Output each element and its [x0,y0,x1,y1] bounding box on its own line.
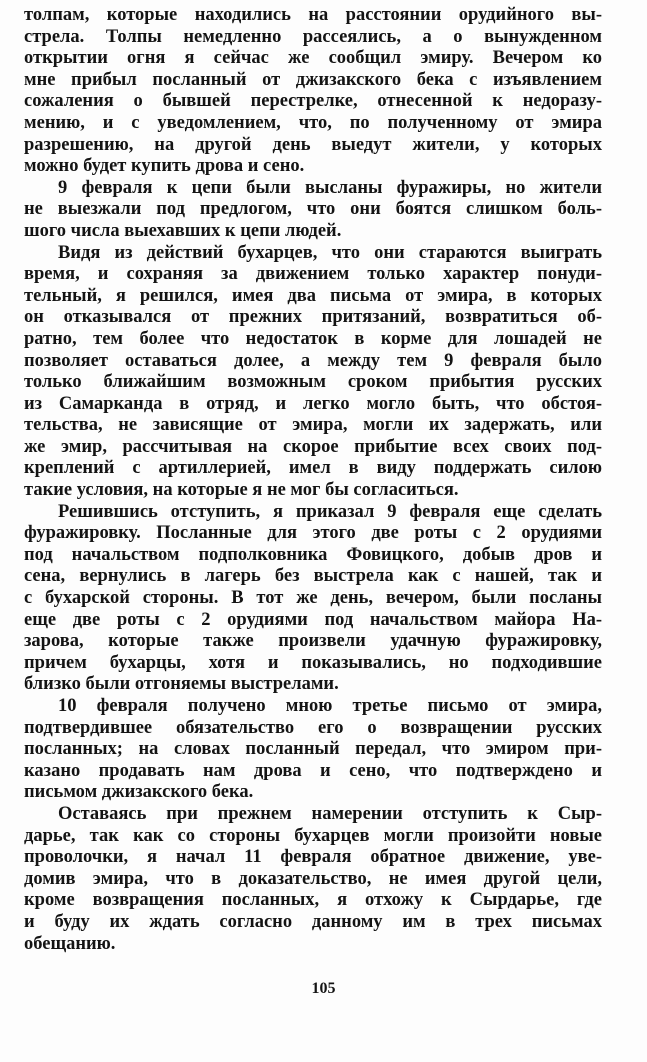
text-line: можно будет купить дрова и сено. [24,156,305,177]
text-line: креплений с артиллерией, имел в виду поддержать силою [24,458,602,479]
text-line: мению, и с уведомлением, что, по полученному от эмира [24,112,602,133]
paragraph-first-line: Оставаясь при прежнем намерении отступить к Сыр- [58,803,602,824]
text-line: тельства, не зависящие от эмира, могли их задержать, или [24,415,602,436]
text-line: кроме возвращения посланных, я отхожу к Сырдарье, где [24,890,602,911]
text-line: дарье, так как со стороны бухарцев могли произойти новые [24,825,602,846]
text-line: под начальством подполковника Фовицкого, добыв дров и [24,544,602,565]
text-line: же эмир, рассчитывая на скорое прибытие всех своих под- [24,436,602,457]
text-line: близко были отгоняемы выстрелами. [24,674,339,695]
text-line: еще две роты с 2 орудиями под начальством майора На- [24,609,602,630]
text-line: стрела. Толпы немедленно рассеялись, а о вынужденном [24,26,602,47]
text-line: казано продавать нам дрова и сено, что подтверждено и [24,760,602,781]
text-line: мне прибыл посланный от джизакского бека с изъявлением [24,69,602,90]
paragraph-first-line: 10 февраля получено мною третье письмо от эмира, [58,696,602,716]
text-line: домив эмира, что в доказательство, не имея другой цели, [24,868,602,889]
paragraph-first-line: Решившись отступить, я приказал 9 февраля еще сделать [58,501,602,522]
text-line: сена, вернулись в лагерь без выстрела как с нашей, так и [24,566,602,587]
text-line: время, и сохраняя за движением только характер понуди- [24,264,602,285]
text-line: посланных; на словах посланный передал, что эмиром при- [24,739,602,760]
text-line: письмом джизакского бека. [24,782,254,803]
text-line: разрешению, на другой день выедут жители, у которых [24,134,602,155]
text-line: с бухарской стороны. В тот же день, вечером, были посланы [24,588,602,609]
text-line: не выезжали под предлогом, что они боятся слишком боль- [24,199,602,220]
text-line: толпам, которые находились на расстоянии орудийного вы- [24,5,602,25]
paragraph-first-line: 9 февраля к цепи были высланы фуражиры, но жители [58,177,602,198]
page-number: 105 [311,980,336,997]
text-line: и буду их ждать согласно данному им в трех письмах [24,911,602,932]
text-line: такие условия, на которые я не мог бы согласиться. [24,480,459,501]
text-line: зарова, которые также произвели удачную фуражировку, [24,631,602,652]
text-line: обещанию. [24,933,116,954]
text-line: ратно, тем более что недостаток в корме для лошадей не [24,328,602,349]
text-line: проволочки, я начал 11 февраля обратное движение, уве- [24,847,602,868]
text-line: открытии огня я сейчас же сообщил эмиру. Вечером ко [24,48,602,69]
text-line: только ближайшим возможным сроком прибытия русских [24,372,602,393]
text-line: он отказывался от прежних притязаний, возвратиться об- [24,307,602,328]
text-line: шого числа выехавших к цепи людей. [24,220,342,241]
text-line: фуражировку. Посланные для этого две роты с 2 орудиями [24,523,602,544]
text-line: подтвердившее обязательство его о возвращении русских [24,717,602,738]
body-text [24,5,602,955]
text-line: из Самарканда в отряд, и легко могло быть, что обстоя- [24,393,602,414]
text-line: сожаления о бывшей перестрелке, отнесенной к недоразу- [24,91,602,112]
text-line: причем бухарцы, хотя и показывались, но подходившие [24,652,602,673]
text-line: позволяет оставаться долее, а между тем 9 февраля было [24,350,602,371]
text-line: тельный, я решился, имея два письма от эмира, в которых [24,285,602,306]
paragraph-first-line: Видя из действий бухарцев, что они стараются выиграть [58,242,602,263]
